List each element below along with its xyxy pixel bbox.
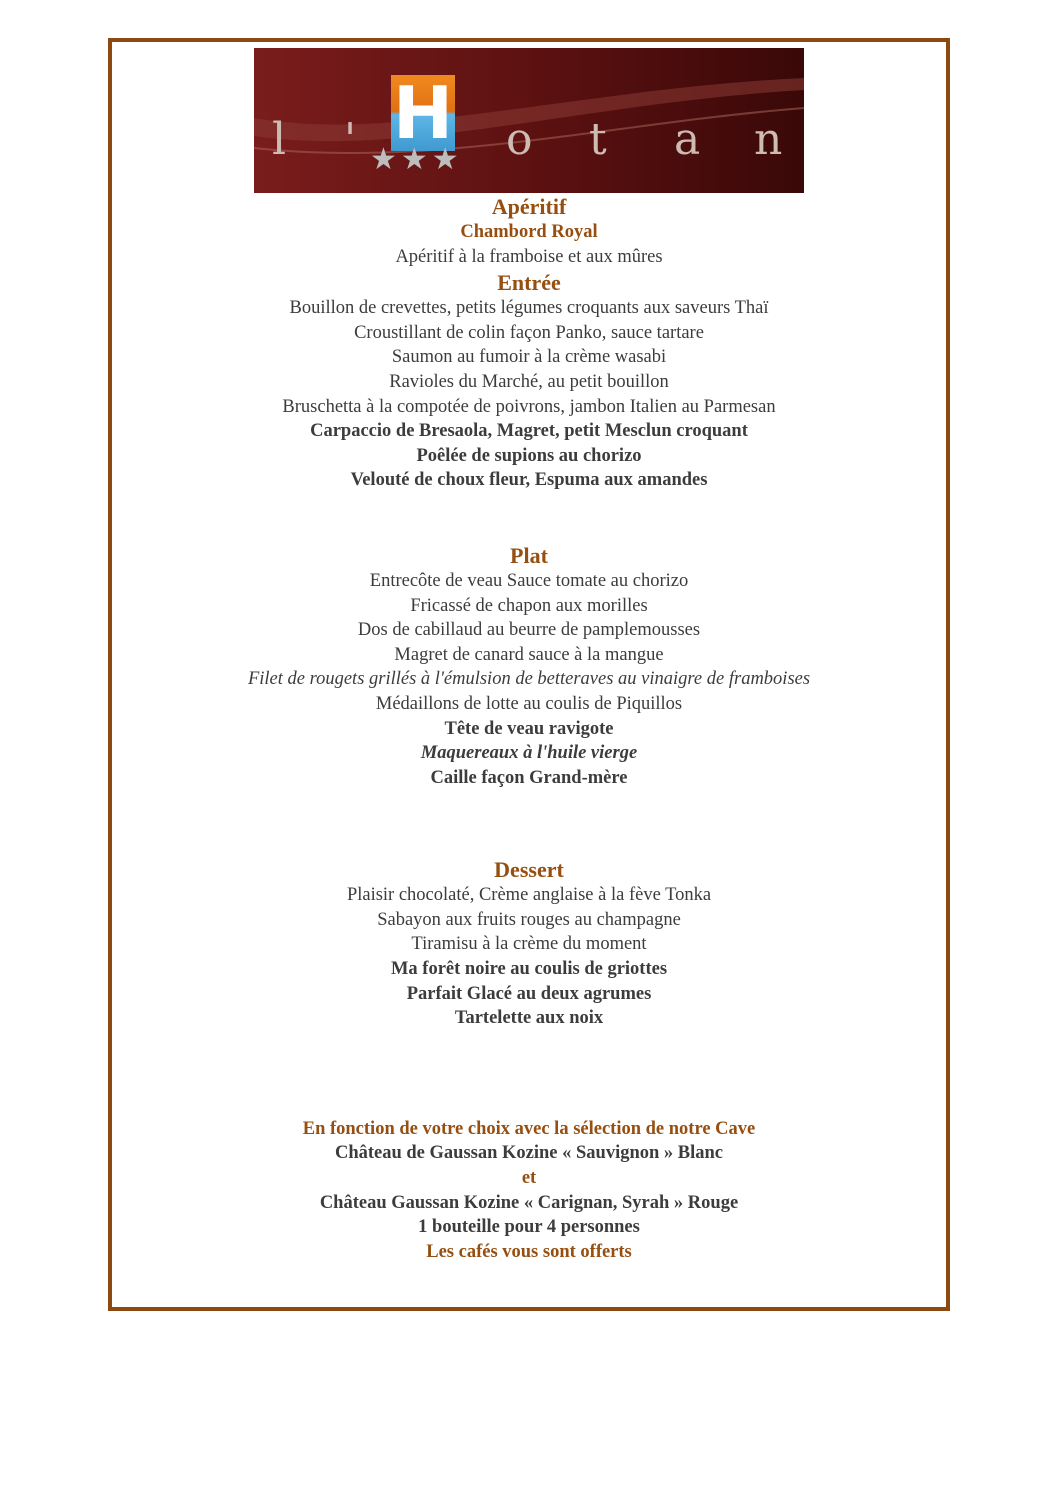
- menu-item: Saumon au fumoir à la crème wasabi: [391, 347, 667, 368]
- logo-letter-l: l: [272, 114, 287, 165]
- menu-item: Entrecôte de veau Sauce tomate au chorizo: [369, 570, 689, 591]
- logo-letter-apostrophe: ': [344, 114, 357, 165]
- logo-letter-t: t: [589, 114, 607, 165]
- hotel-logo: [254, 48, 804, 193]
- plat-heading: Plat: [510, 542, 548, 568]
- plat-section: [112, 542, 946, 790]
- spacer: [112, 790, 946, 856]
- menu-item: Dos de cabillaud au beurre de pamplemousses: [357, 620, 701, 641]
- menu-item: Ravioles du Marché, au petit bouillon: [389, 371, 669, 392]
- aperitif-heading: Apéritif: [491, 194, 567, 219]
- spacer: [112, 493, 946, 542]
- coffee-offer: Les cafés vous sont offerts: [426, 1241, 632, 1262]
- aperitif-section: [112, 193, 946, 269]
- menu-item: Tête de veau ravigote: [444, 718, 614, 739]
- star-rating-icon: ★★★: [370, 142, 463, 177]
- logo-letter-o: o: [506, 114, 533, 165]
- menu-item: Filet de rougets grillés à l'émulsion de betteraves au vinaigre de framboises: [247, 669, 811, 690]
- aperitif-description: Apéritif à la framboise et aux mûres: [395, 246, 663, 267]
- menu-item: Magret de canard sauce à la mangue: [394, 644, 664, 665]
- menu-item: Poêlée de supions au chorizo: [416, 445, 642, 466]
- wine-intro: En fonction de votre choix avec la sélection de notre Cave: [302, 1118, 756, 1139]
- menu-item: Parfait Glacé au deux agrumes: [406, 983, 652, 1004]
- menu-item: Bruschetta à la compotée de poivrons, jambon Italien au Parmesan: [282, 396, 776, 417]
- wine-and: et: [521, 1168, 537, 1189]
- menu-item: Ma forêt noire au coulis de griottes: [390, 959, 668, 980]
- menu-content: [112, 193, 946, 1264]
- logo-letter-h: H: [392, 71, 454, 155]
- menu-item: Bouillon de crevettes, petits légumes croquants aux saveurs Thaï: [289, 298, 769, 319]
- dessert-heading: Dessert: [494, 857, 564, 883]
- entree-heading: Entrée: [497, 270, 561, 296]
- wine-red: Château Gaussan Kozine « Carignan, Syrah » Rouge: [319, 1192, 739, 1213]
- menu-item: Carpaccio de Bresaola, Magret, petit Mesclun croquant: [310, 421, 748, 442]
- spacer: [112, 1031, 946, 1117]
- logo-letter-a: a: [674, 114, 701, 165]
- wine-white: Château de Gaussan Kozine « Sauvignon » Blanc: [334, 1143, 724, 1164]
- wine-section: [112, 1117, 946, 1265]
- menu-item: Velouté de choux fleur, Espuma aux amandes: [350, 470, 708, 491]
- entree-section: [112, 269, 946, 493]
- logo-letter-n: n: [754, 114, 783, 165]
- menu-item: Plaisir chocolaté, Crème anglaise à la fève Tonka: [346, 885, 712, 906]
- menu-item: Sabayon aux fruits rouges au champagne: [377, 909, 681, 930]
- menu-item: Croustillant de colin façon Panko, sauce tartare: [354, 322, 704, 343]
- menu-item: Tartelette aux noix: [454, 1008, 604, 1029]
- menu-item: Maquereaux à l'huile vierge: [420, 743, 638, 764]
- menu-item: Médaillons de lotte au coulis de Piquillos: [375, 693, 683, 714]
- wine-quantity: 1 bouteille pour 4 personnes: [418, 1217, 640, 1238]
- menu-item: Caille façon Grand-mère: [430, 767, 628, 788]
- dessert-section: [112, 856, 946, 1031]
- menu-item: Fricassé de chapon aux morilles: [410, 595, 648, 616]
- menu-item: Tiramisu à la crème du moment: [411, 934, 647, 955]
- aperitif-name: Chambord Royal: [460, 222, 598, 242]
